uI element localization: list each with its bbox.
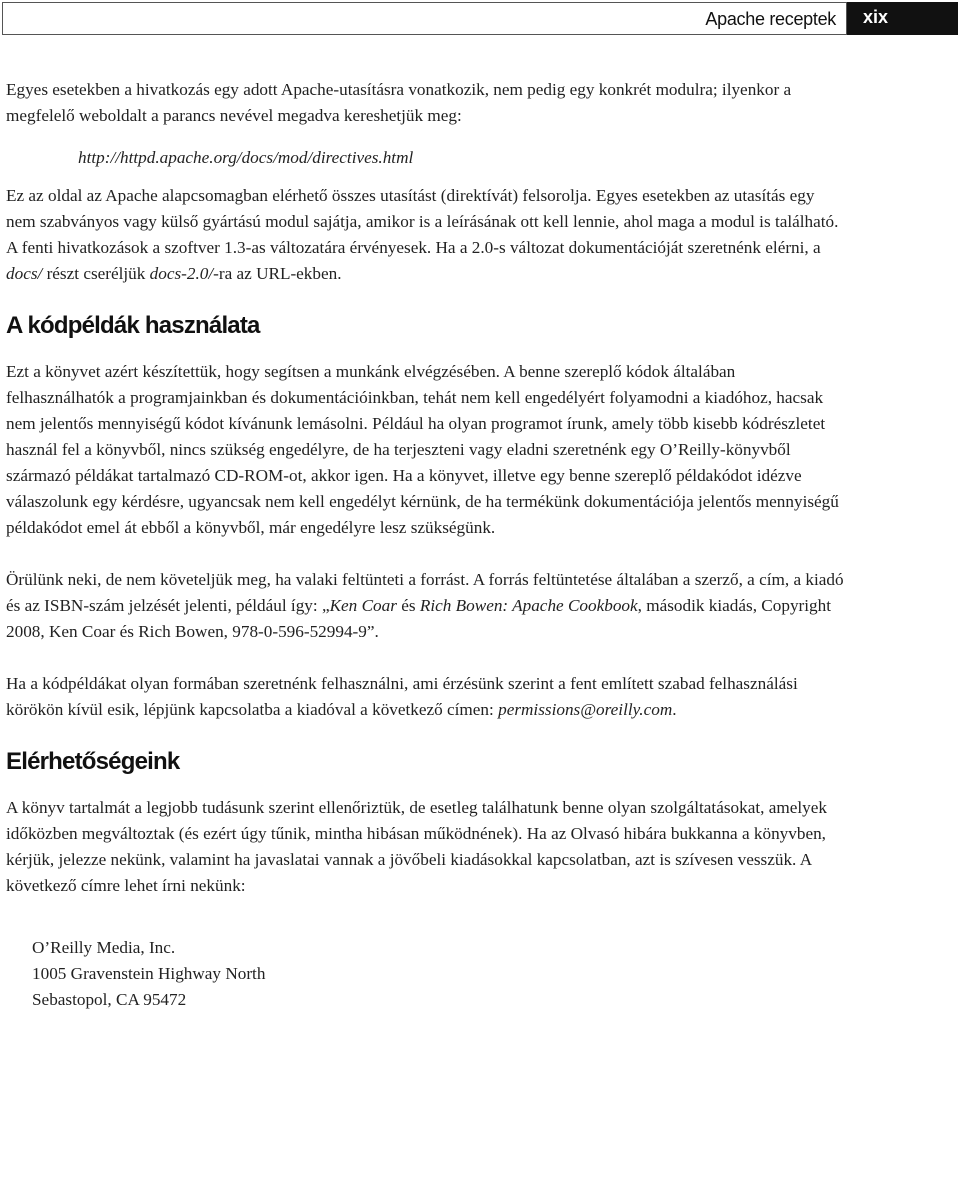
code-p2-text-c: , második kiadás, Copyright 2008, Ken Coar és Rich Bowen, 978-0-596-52994-9”. bbox=[6, 596, 831, 641]
contact-paragraph-1: A könyv tartalmát a legjobb tudásunk szerint ellenőriztük, de esetleg találhatunk benne olyan szolgáltatásokat, amelyek időközben megváltoztak (és ezért úgy tűnik, mintha hibásan működnének). Ha az Olvasó hibára bukkanna a könyvben, kérjük, jelezze nekünk, valamint ha javaslatai vannak a jövőbeli kiadásokkal kapcsolatban, azt is szívesen vesszük. A következő címre lehet írni nekünk: bbox=[6, 798, 827, 895]
running-header bbox=[2, 2, 847, 35]
code-p3-text-a: Ha a kódpéldákat olyan formában szeretnénk felhasználni, ami érzésünk szerint a fent említett szabad felhasználási körökön kívül esik, lépjünk kapcsolatba a kiadóval a következő címen: bbox=[6, 674, 798, 719]
section-heading-code-examples: A kódpéldák használata bbox=[6, 312, 260, 339]
intro-paragraph-2 bbox=[6, 183, 844, 287]
intro-p2-text-b: részt cseréljük bbox=[42, 264, 150, 283]
intro-p2-emphasis-docs: docs/ bbox=[6, 264, 43, 283]
intro-p2-text-c: -ra az URL-ekben. bbox=[213, 264, 342, 283]
address-line: Sebastopol, CA 95472 bbox=[32, 990, 187, 1009]
code-paragraph-3 bbox=[6, 671, 844, 723]
code-paragraph-1: Ezt a könyvet azért készítettük, hogy segítsen a munkánk elvégzésében. A benne szereplő kódok általában felhasználhatók a programjainkban és dokumentációinkban, tehát nem kell engedélyért folyamodni a kiadóhoz, hacsak nem jelentős mennyiségű kódot kívánunk lemásolni. Például ha olyan programot írunk, amely több kisebb kódrészletet használ fel a könyvből, nincs szükség engedélyre, de ha terjeszteni vagy eladni szeretnénk egy O’Reilly-könyvből származó példákat tartalmazó CD-ROM-ot, akkor igen. Ha a könyvet, illetve egy benne szereplő példakódot idézve válaszolunk egy kérdésre, ugyancsak nem kell engedélyt kérnünk, de ha termékünk dokumentációja jelentős mennyiségű példakódot emel át ebből a könyvből, már engedélyre lesz szükségünk. bbox=[6, 362, 839, 537]
code-p2-emphasis-title: Rich Bowen: Apache Cookbook bbox=[419, 596, 638, 615]
intro-paragraph-1: Egyes esetekben a hivatkozás egy adott Apache-utasításra vonatkozik, nem pedig egy konkrét modulra; ilyenkor a megfelelő weboldalt a parancs nevével megadva kereshetjük meg: bbox=[6, 80, 792, 125]
intro-p2-emphasis-docs-2: docs-2.0/ bbox=[149, 264, 214, 283]
page-body bbox=[6, 77, 844, 1013]
intro-p2-text-a: Ez az oldal az Apache alapcsomagban elérhető összes utasítást (direktívát) felsorolja. Egyes esetekben az utasítás egy nem szabványos vagy külső gyártású modul sajátja, amikor is a leírásának ott kell lennie, ahol maga a modul is található. A fenti hivatkozások a szoftver 1.3-as változatára érvényesek. Ha a 2.0-s változat dokumentációját szeretnénk elérni, a bbox=[6, 186, 839, 257]
code-p3-text-b: . bbox=[672, 700, 677, 719]
address-line: O’Reilly Media, Inc. bbox=[32, 938, 176, 957]
section-heading-contact: Elérhetőségeink bbox=[6, 748, 180, 775]
permissions-email: permissions@oreilly.com bbox=[498, 700, 673, 719]
running-header-title: Apache receptek bbox=[705, 9, 836, 29]
code-p2-emphasis-author: Ken Coar bbox=[329, 596, 397, 615]
page-number-tab bbox=[847, 2, 958, 35]
code-p2-text-b: és bbox=[396, 596, 420, 615]
postal-address bbox=[32, 935, 844, 1013]
address-line: 1005 Gravenstein Highway North bbox=[32, 964, 266, 983]
code-p2-text-a: Örülünk neki, de nem követeljük meg, ha valaki feltünteti a forrást. A forrás feltüntetése általában a szerző, a cím, a kiadó és az ISBN-szám jelzését jelenti, például így: „ bbox=[6, 570, 844, 615]
page-number: xix bbox=[863, 7, 889, 27]
directives-url: http://httpd.apache.org/docs/mod/directives.html bbox=[78, 148, 414, 167]
code-paragraph-2 bbox=[6, 567, 844, 645]
